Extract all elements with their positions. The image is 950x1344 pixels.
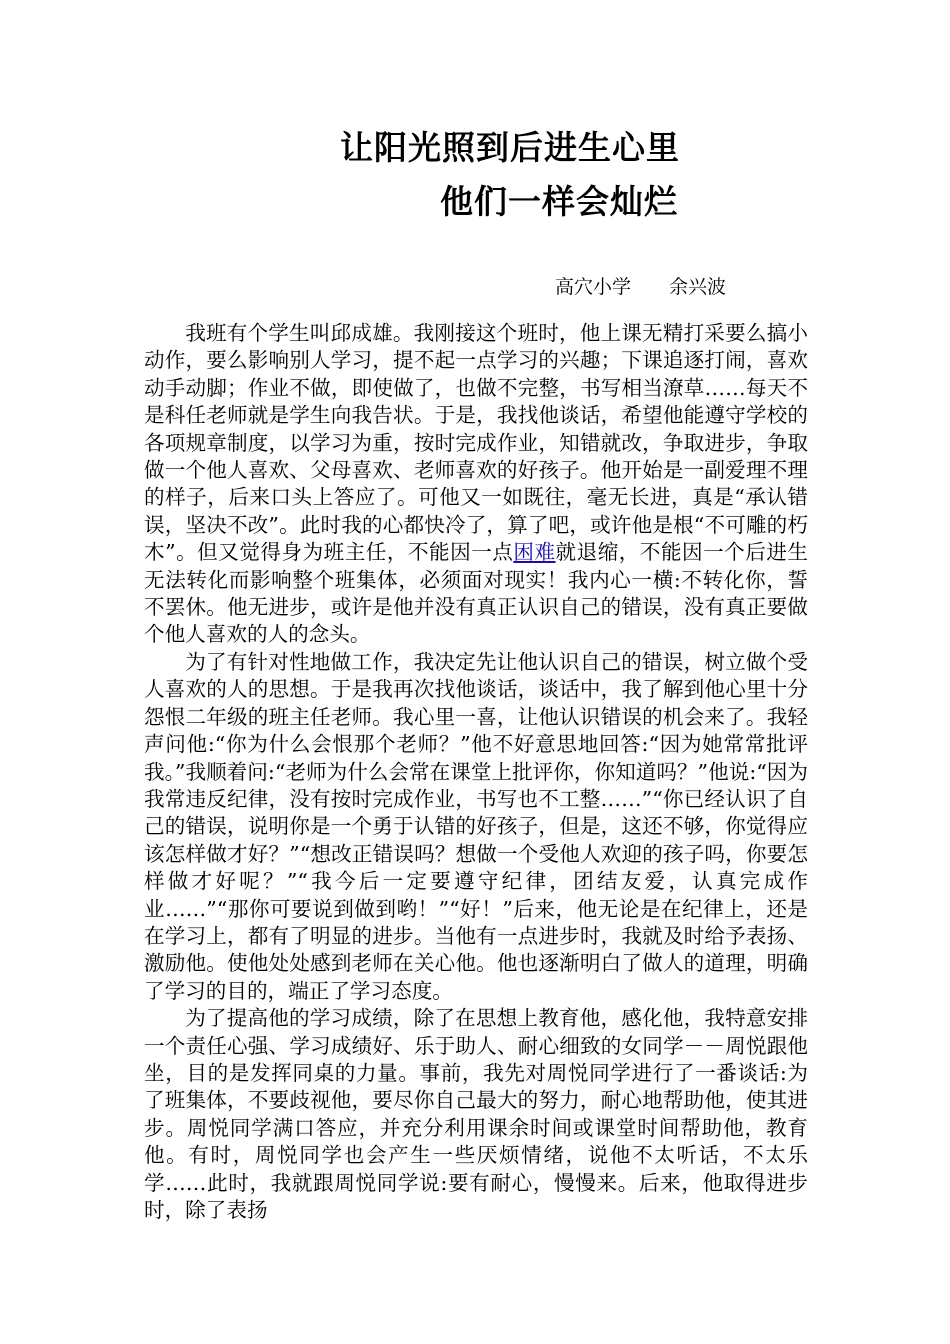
author-name: 余兴波	[669, 276, 727, 298]
title-line-2: 他们一样会灿烂	[440, 182, 678, 221]
paragraph-2: 为了有针对性地做工作，我决定先让他认识自己的错误，树立做个受人喜欢的人的思想。于是我再次找他谈话，谈话中，我了解到他心里十分怨恨二年级的班主任老师。我心里一喜，让他认识错误的机会来了。我轻声问他:“你为什么会恨那个老师？”他不好意思地回答:“因为她常常批评我。”我顺着问:“老师为什么会常在课堂上批评你，你知道吗？”他说:“因为我常违反纪律，没有按时完成作业，书写也不工整……”“你已经认识了自己的错误，说明你是一个勇于认错的好孩子，但是，这还不够，你觉得应该怎样做才好？”“想改正错误吗？想做一个受他人欢迎的孩子吗，你要怎样做才好呢？”“我今后一定要遵守纪律，团结友爱，认真完成作业……”“那你可要说到做到哟！”“好！”后来，他无论是在纪律上，还是在学习上，都有了明显的进步。当他有一点进步时，我就及时给予表扬、激励他。使他处处感到老师在关心他。他也逐渐明白了做人的道理，明确了学习的目的，端正了学习态度。	[144, 649, 808, 1003]
article-body	[144, 320, 808, 1224]
title-line-1: 让阳光照到后进生心里	[340, 128, 680, 167]
paragraph-3: 为了提高他的学习成绩，除了在思想上教育他，感化他，我特意安排一个责任心强、学习成绩好、乐于助人、耐心细致的女同学－－周悦跟他坐，目的是发挥同桌的力量。事前，我先对周悦同学进行了一番谈话:为了班集体，不要歧视他，要尽你自己最大的努力，耐心地帮助他，使其进步。周悦同学满口答应，并充分利用课余时间或课堂时间帮助他，教育他。有时，周悦同学也会产生一些厌烦情绪，说他不太听话，不太乐学……此时，我就跟周悦同学说:要有耐心，慢慢来。后来，他取得进步时，除了表扬	[144, 1006, 808, 1222]
paragraph-1-text-a: 我班有个学生叫邱成雄。我刚接这个班时，他上课无精打采要么搞小动作，要么影响别人学习，提不起一点学习的兴趣；下课追逐打闹，喜欢动手动脚；作业不做，即使做了，也做不完整，书写相当潦草……每天不是科任老师就是学生向我告状。于是，我找他谈话，希望他能遵守学校的各项规章制度，以学习为重，按时完成作业，知错就改，争取进步，争取做一个他人喜欢、父母喜欢、老师喜欢的好孩子。他开始是一副爱理不理的样子，后来口头上答应了。可他又一如既往，毫无长进，真是“承认错误，坚决不改”。此时我的心都快冷了，算了吧，或许他是根“不可雕的朽木”。但又觉得身为班主任，不能因一点	[144, 321, 808, 565]
byline	[555, 274, 726, 300]
paragraph-1	[144, 320, 808, 649]
paragraph-1-text-b: 就退缩，不能因一个后进生无法转化而影响整个班集体，必须面对现实！我内心一横:不转化你，誓不罢休。他无进步，或许是他并没有真正认识自己的错误，没有真正要做个他人喜欢的人的念头。	[144, 540, 809, 647]
school-name: 高穴小学	[555, 276, 632, 298]
hyperlink-difficulty[interactable]: 困难	[513, 540, 556, 565]
